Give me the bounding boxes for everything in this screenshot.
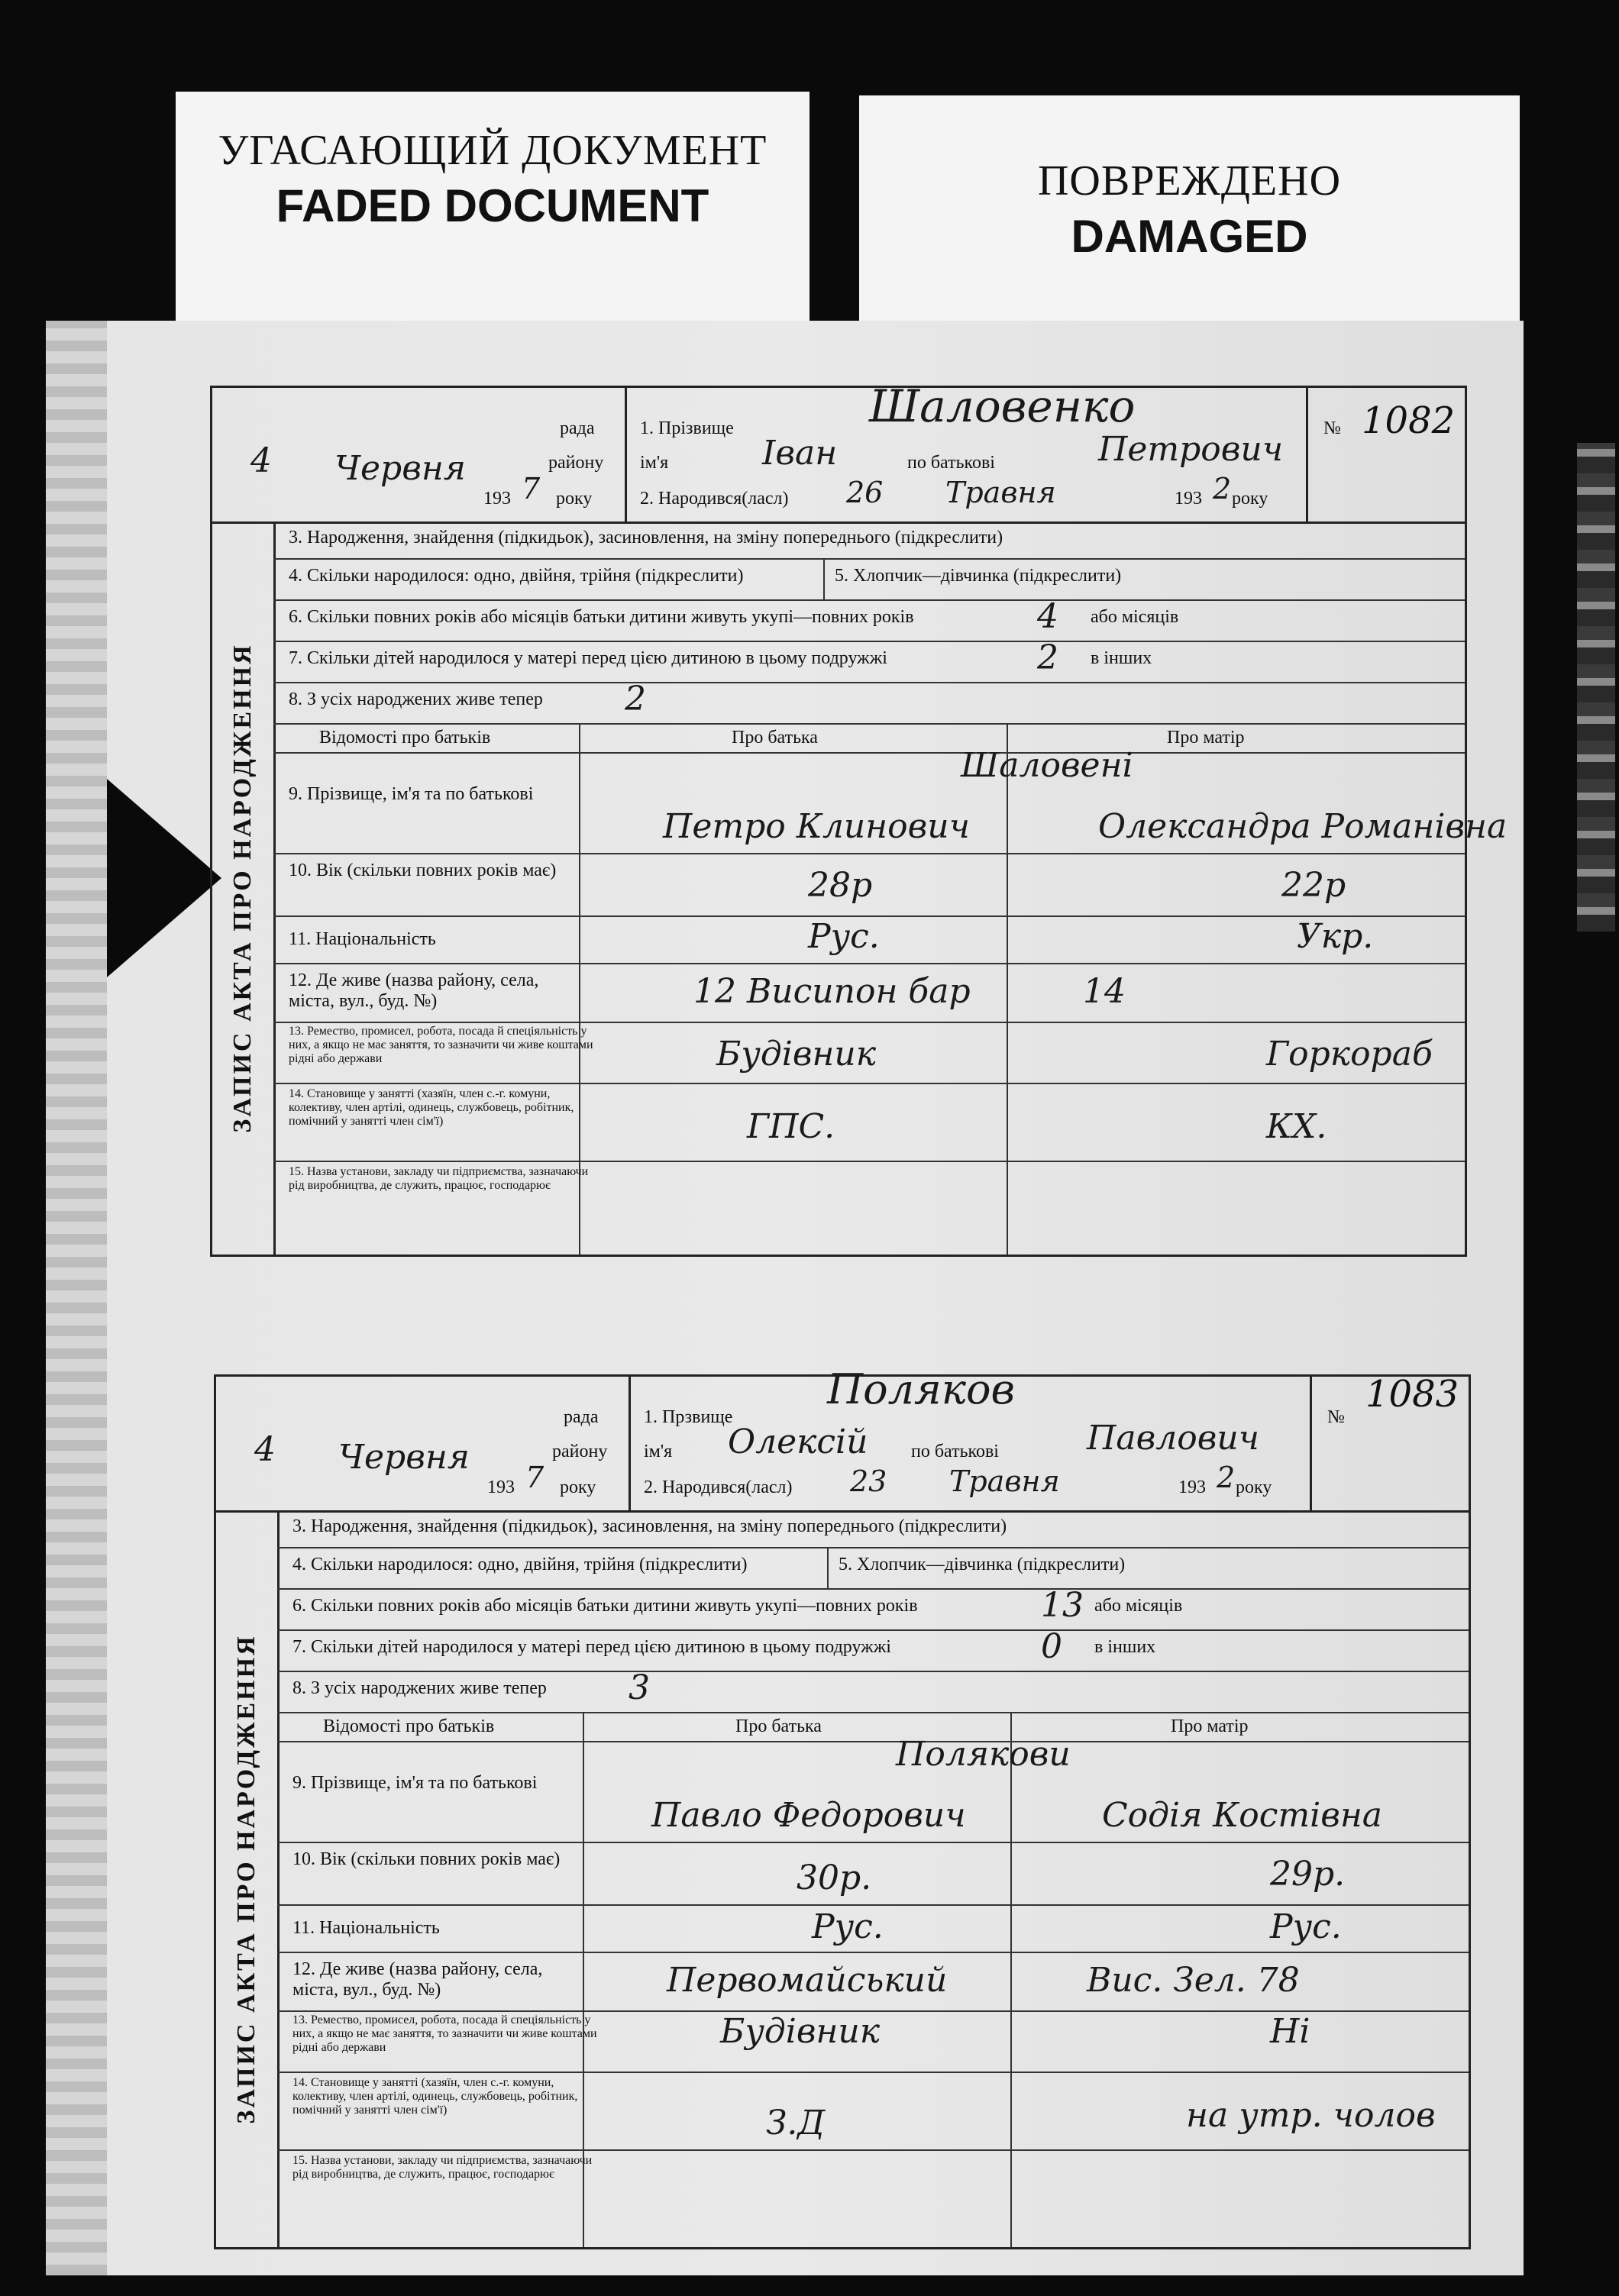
reg-year: 7	[525, 1461, 545, 1494]
child-name-block	[625, 380, 1308, 524]
damaged-label-ru: ПОВРЕЖДЕНО	[1037, 157, 1342, 205]
record-sidebar	[216, 1510, 280, 2247]
q6b-text: або місяців	[1094, 1596, 1183, 1616]
faded-label-ru: УГАСАЮЩИЙ ДОКУМЕНТ	[218, 127, 767, 174]
child-patronymic: Петрович	[1098, 430, 1284, 469]
header-info: Відомості про батьків	[323, 1716, 495, 1736]
r15-label: 15. Назва установи, закладу чи підприємства, зазначаючи рід виробництва, де служить, працює, господарює	[289, 1165, 589, 1192]
q3-text: 3. Народження, знайдення (підкидьок), засиновлення, на зміну попереднього (підкреслити)	[289, 528, 1003, 547]
row-q7	[273, 638, 1465, 683]
reg-month: Червня	[338, 1438, 470, 1477]
mother-name: Олександра Романівна	[1098, 807, 1508, 846]
mother-job: Горкораб	[1266, 1035, 1433, 1074]
living-count: 2	[625, 680, 646, 719]
r9-label: 9. Прізвище, ім'я та по батькові	[292, 1773, 538, 1793]
reg-year-prefix: 193	[487, 1477, 515, 1497]
mother-status: КХ.	[1266, 1107, 1327, 1146]
patronymic-label: по батькові	[907, 453, 995, 473]
parents-header	[273, 725, 1465, 754]
rayonu-label: району	[552, 1442, 608, 1461]
r12-label: 12. Де живе (назва району, села, міста, вул., буд. №)	[292, 1959, 543, 2000]
row-q3	[277, 1510, 1469, 1548]
page-spine	[46, 321, 107, 2275]
row-12	[273, 964, 1465, 1023]
row-13	[273, 1023, 1465, 1084]
r11-label: 11. Національність	[289, 929, 436, 949]
mother-age: 22р	[1281, 866, 1346, 905]
sidebar-title: ЗАПИС АКТА ПРО НАРОДЖЕННЯ	[228, 643, 257, 1133]
born-day: 23	[850, 1464, 887, 1498]
reg-day: 4	[254, 1430, 276, 1469]
record-sidebar	[212, 522, 276, 1255]
father-nationality: Рус.	[808, 917, 880, 956]
q7b-text: в інших	[1094, 1637, 1156, 1657]
number-sign: №	[1327, 1407, 1345, 1427]
damaged-label	[859, 95, 1520, 328]
q7-text: 7. Скільки дітей народилося у матері перед цією дитиною в цьому подружжі	[289, 648, 887, 668]
father-address: 12 Висипон бар	[693, 972, 971, 1011]
children-before: 2	[1037, 638, 1058, 677]
mother-name: Содія Костівна	[1102, 1796, 1383, 1835]
name-label: ім'я	[640, 453, 669, 473]
born-year: 2	[1213, 472, 1232, 505]
record-number: 1082	[1362, 399, 1456, 442]
surname-label: 1. Прзвище	[644, 1407, 733, 1427]
r11-label: 11. Національність	[292, 1918, 440, 1938]
father-status: З.Д	[766, 2104, 826, 2143]
row-11	[273, 917, 1465, 964]
born-month: Травня	[945, 476, 1056, 509]
r9-label: 9. Прізвище, ім'я та по батькові	[289, 784, 534, 804]
r13-label: 13. Ремество, промисел, робота, посада й спеціяльність у них, а якщо не має заняття, то зазначити чи живе коштами рідні або держави	[289, 1025, 593, 1065]
row-14	[277, 2073, 1469, 2151]
father-name: Павло Федорович	[651, 1796, 966, 1835]
surname-label: 1. Прізвище	[640, 418, 734, 438]
header-info: Відомості про батьків	[319, 728, 491, 748]
row-10	[273, 854, 1465, 917]
row-q8	[277, 1668, 1469, 1713]
born-roku-label: року	[1232, 489, 1268, 509]
born-year-prefix: 193	[1178, 1477, 1206, 1497]
child-name: Іван	[762, 434, 838, 473]
father-age: 30р.	[797, 1858, 872, 1897]
born-month: Травня	[949, 1464, 1060, 1498]
header-mother: Про матір	[1171, 1716, 1249, 1736]
row-q7	[277, 1627, 1469, 1672]
birth-record-1	[210, 380, 1508, 1257]
r10-label: 10. Вік (скільки повних років має)	[289, 861, 557, 880]
row-11	[277, 1906, 1469, 1953]
record-number-block	[1306, 388, 1465, 524]
child-name: Олексій	[728, 1422, 868, 1461]
child-surname: Поляков	[827, 1365, 1015, 1413]
q4-text: 4. Скільки народилося: одно, двійня, трійня (підкреслити)	[289, 566, 744, 586]
father-job: Будівник	[720, 2012, 881, 2051]
born-year: 2	[1217, 1461, 1236, 1494]
child-patronymic: Павлович	[1087, 1419, 1260, 1458]
q6-text: 6. Скільки повних років або місяців батьки дитини живуть укупі—повних років	[289, 607, 914, 627]
rayonu-label: району	[548, 453, 604, 473]
q6-text: 6. Скільки повних років або місяців батьки дитини живуть укупі—повних років	[292, 1596, 918, 1616]
registration-date-block	[216, 1377, 631, 1513]
r14-label: 14. Становище у занятті (хазяїн, член с.-г. комуни, колективу, член артілі, одинець, службовець, робітник, помічний у занятті член сім'ї)	[289, 1087, 574, 1128]
mother-nationality: Укр.	[1297, 917, 1374, 956]
number-sign: №	[1323, 418, 1341, 438]
father-age: 28р	[808, 866, 873, 905]
reg-year: 7	[522, 472, 541, 505]
row-q3	[273, 522, 1465, 560]
mother-address: Вис. Зел. 78	[1087, 1961, 1300, 2000]
faded-document-label	[176, 92, 810, 328]
father-status: ГПС.	[747, 1107, 835, 1146]
row-12	[277, 1953, 1469, 2012]
mother-address: 14	[1083, 972, 1126, 1011]
row-q6	[273, 597, 1465, 642]
registration-date-block	[212, 388, 627, 524]
r13-label: 13. Ремество, промисел, робота, посада й спеціяльність у них, а якщо не має заняття, то зазначити чи живе коштами рідні або держави	[292, 2013, 597, 2054]
rada-label: рада	[560, 418, 595, 438]
r14-label: 14. Становище у занятті (хазяїн, член с.-г. комуни, колективу, член артілі, одинець, службовець, робітник, помічний у занятті член сім'ї)	[292, 2076, 578, 2117]
mother-nationality: Рус.	[1270, 1907, 1342, 1946]
record-number: 1083	[1365, 1373, 1459, 1416]
r10-label: 10. Вік (скільки повних років має)	[292, 1849, 561, 1869]
row-15	[277, 2151, 1469, 2244]
years-together: 13	[1041, 1586, 1084, 1625]
born-label: 2. Народився(ласл)	[644, 1477, 793, 1497]
row-10	[277, 1843, 1469, 1906]
faded-label-en: FADED DOCUMENT	[276, 180, 709, 231]
q4-divider	[827, 1548, 829, 1588]
record-number-block	[1310, 1373, 1469, 1513]
r15-label: 15. Назва установи, закладу чи підприємства, зазначаючи рід виробництва, де служить, працює, господарює	[292, 2154, 593, 2181]
father-nationality: Рус.	[812, 1907, 884, 1946]
father-surname: Шаловені	[961, 746, 1133, 785]
reg-year-prefix: 193	[483, 489, 511, 509]
q4-text: 4. Скільки народилося: одно, двійня, трійня (підкреслити)	[292, 1555, 748, 1574]
row-q4	[277, 1548, 1469, 1590]
child-name-block	[629, 1365, 1312, 1513]
mother-job: Ні	[1270, 2012, 1310, 2051]
children-before: 0	[1041, 1627, 1062, 1666]
row-q8	[273, 680, 1465, 725]
r12-label: 12. Де живе (назва району, села, міста, вул., буд. №)	[289, 970, 539, 1011]
row-9	[277, 1735, 1469, 1843]
row-9	[273, 746, 1508, 854]
roku-label: року	[560, 1477, 596, 1497]
birth-record-2	[214, 1365, 1471, 2249]
q7b-text: в інших	[1091, 648, 1152, 668]
header-father: Про батька	[735, 1716, 822, 1736]
sidebar-title: ЗАПИС АКТА ПРО НАРОДЖЕННЯ	[232, 1633, 260, 2124]
row-q4	[273, 560, 1465, 601]
child-surname: Шаловенко	[869, 380, 1136, 432]
torn-notch	[107, 779, 221, 977]
born-label: 2. Народився(ласл)	[640, 489, 789, 509]
father-job: Будівник	[716, 1035, 877, 1074]
parents-header	[277, 1713, 1469, 1742]
father-surname: Полякови	[896, 1735, 1071, 1774]
q5-text: 5. Хлопчик—дівчинка (підкреслити)	[835, 566, 1122, 586]
mother-age: 29р.	[1270, 1855, 1346, 1894]
born-day: 26	[846, 476, 884, 509]
rada-label: рада	[564, 1407, 599, 1427]
row-13	[277, 2012, 1469, 2073]
q8-text: 8. З усіх народжених живе тепер	[289, 689, 543, 709]
row-q6	[277, 1586, 1469, 1631]
mother-status: на утр. чолов	[1186, 2096, 1436, 2135]
q5-text: 5. Хлопчик—дівчинка (підкреслити)	[839, 1555, 1126, 1574]
reg-month: Червня	[334, 449, 466, 488]
father-name: Петро Клинович	[663, 807, 970, 846]
row-14	[273, 1084, 1465, 1162]
header-father: Про батька	[732, 728, 818, 748]
row-15	[273, 1162, 1465, 1252]
q4-divider	[823, 560, 825, 599]
father-address: Первомайський	[667, 1961, 948, 2000]
reg-day: 4	[250, 441, 272, 480]
roku-label: року	[556, 489, 593, 509]
q3-text: 3. Народження, знайдення (підкидьок), засиновлення, на зміну попереднього (підкреслити)	[292, 1516, 1007, 1536]
header-mother: Про матір	[1167, 728, 1245, 748]
damaged-label-en: DAMAGED	[1071, 211, 1308, 262]
q6b-text: або місяців	[1091, 607, 1179, 627]
patronymic-label: по батькові	[911, 1442, 999, 1461]
born-year-prefix: 193	[1175, 489, 1202, 509]
name-label: ім'я	[644, 1442, 673, 1461]
binding-edge	[1577, 443, 1615, 932]
living-count: 3	[629, 1668, 650, 1707]
born-roku-label: року	[1236, 1477, 1272, 1497]
years-together: 4	[1037, 597, 1058, 636]
q8-text: 8. З усіх народжених живе тепер	[292, 1678, 547, 1698]
q7-text: 7. Скільки дітей народилося у матері перед цією дитиною в цьому подружжі	[292, 1637, 891, 1657]
